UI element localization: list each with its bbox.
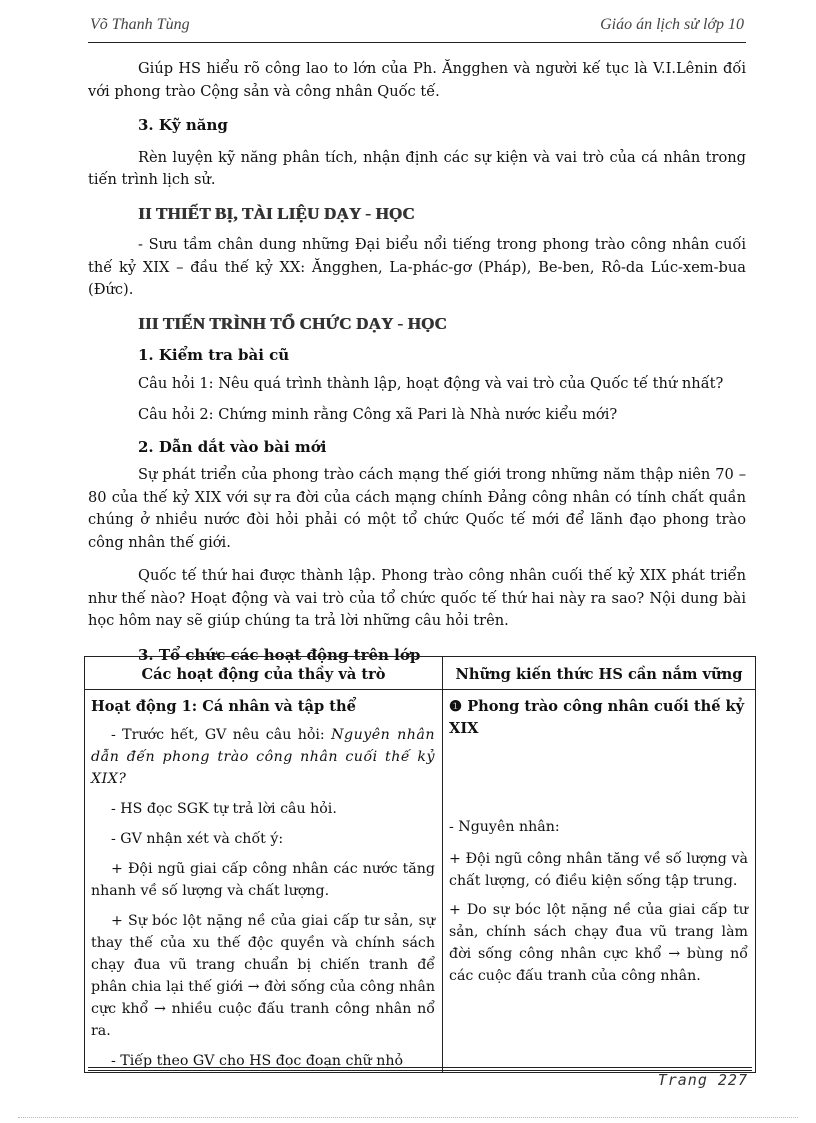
header-author: Võ Thanh Tùng xyxy=(90,16,190,33)
activity-item-question-text: Nguyên nhân dẫn đến phong trào công nhân cuối thế kỷ XIX? xyxy=(91,727,435,787)
lead-in-paragraph-1: Sự phát triển của phong trào cách mạng thế giới trong những năm thập niên 70 – 80 của thế kỷ XIX với sự ra đời của cách mạng chính Đảng công nhân có tính chất quần chúng ở nhiều nước đòi hỏi phải có một tổ chức Quốc tế mới để lãnh đạo phong trào công nhân thế giới. xyxy=(88,466,746,551)
process-section-heading: III TIẾN TRÌNH TỔ CHỨC DẠY - HỌC xyxy=(138,313,447,333)
review-question-1: Câu hỏi 1: Nêu quá trình thành lập, hoạt động và vai trò của Quốc tế thứ nhất? xyxy=(138,374,724,392)
page-edge-dots xyxy=(18,1117,798,1118)
activity-item-question-prefix: - Trước hết, GV nêu câu hỏi: xyxy=(111,727,332,743)
activity-item: + Sự bóc lột nặng nề của giai cấp tư sản, sự thay thế của xu thế độc quyền và chính sách chạy đua vũ trang chuẩn bị chiến tranh để phân chia lại thế giới → đời sống của công nhân cực khổ → nhiều cuộc đấu tranh công nhân nổ ra. xyxy=(91,913,435,1039)
header-document-title: Giáo án lịch sử lớp 10 xyxy=(600,16,744,33)
activity-item: - Tiếp theo GV cho HS đọc đoạn chữ nhỏ xyxy=(111,1053,404,1069)
lesson-activities-table xyxy=(84,656,756,1073)
skills-paragraph: Rèn luyện kỹ năng phân tích, nhận định các sự kiện và vai trò của cá nhân trong tiến trình lịch sử. xyxy=(88,148,746,188)
activity-item-question xyxy=(91,724,435,790)
column-header-activities: Các hoạt động của thầy và trò xyxy=(85,657,443,690)
numbered-bullet-icon: ❶ xyxy=(449,698,463,715)
page-body xyxy=(88,58,746,668)
page-header xyxy=(88,14,746,43)
footer-divider xyxy=(88,1067,752,1068)
knowledge-title-text: Phong trào công nhân cuối thế kỷ XIX xyxy=(449,698,745,737)
equipment-section-heading: II THIẾT BỊ, TÀI LIỆU DẠY - HỌC xyxy=(138,203,415,223)
lead-in-paragraph-2: Quốc tế thứ hai được thành lập. Phong trào công nhân cuối thế kỷ XIX phát triển như thế nào? Hoạt động và vai trò của tổ chức quốc tế thứ hai này ra sao? Nội dung bài học hôm nay sẽ giúp chúng ta trả lời những câu hỏi trên. xyxy=(88,567,746,629)
page-number: Trang 227 xyxy=(657,1071,748,1089)
activity-item: - HS đọc SGK tự trả lời câu hỏi. xyxy=(111,801,337,817)
objective-paragraph: Giúp HS hiểu rõ công lao to lớn của Ph. Ăngghen và người kế tục là V.I.Lênin đối với phong trào Cộng sản và công nhân Quốc tế. xyxy=(88,60,746,100)
knowledge-item: + Do sự bóc lột nặng nề của giai cấp tư sản, chính sách chạy đua vũ trang làm đời sống công nhân cực khổ → bùng nổ các cuộc đấu tranh của công nhân. xyxy=(449,902,748,984)
activity-title: Hoạt động 1: Cá nhân và tập thể xyxy=(91,698,356,715)
activity-item: - GV nhận xét và chốt ý: xyxy=(111,831,284,847)
skills-heading: 3. Kỹ năng xyxy=(138,116,228,134)
knowledge-title xyxy=(449,696,748,740)
table-row xyxy=(85,690,756,1073)
lead-in-heading: 2. Dẫn dắt vào bài mới xyxy=(138,437,327,456)
activity-item: + Đội ngũ giai cấp công nhân các nước tăng nhanh về số lượng và chất lượng. xyxy=(91,861,435,899)
equipment-paragraph: - Sưu tầm chân dung những Đại biểu nổi tiếng trong phong trào công nhân cuối thế kỷ XIX – đầu thế kỷ XX: Ăngghen, La-phác-gơ (Pháp), Be-ben, Rô-da Lúc-xem-bua (Đức). xyxy=(88,236,746,298)
knowledge-item: - Nguyên nhân: xyxy=(449,819,560,835)
knowledge-cell xyxy=(443,690,756,1073)
knowledge-item: + Đội ngũ công nhân tăng về số lượng và chất lượng, có điều kiện sống tập trung. xyxy=(449,851,748,889)
review-heading: 1. Kiểm tra bài cũ xyxy=(138,346,290,364)
column-header-knowledge: Những kiến thức HS cần nắm vững xyxy=(443,657,756,690)
review-question-2: Câu hỏi 2: Chứng minh rằng Công xã Pari là Nhà nước kiểu mới? xyxy=(138,406,618,423)
footer-divider xyxy=(88,1070,752,1071)
activities-heading: 3. Tổ chức các hoạt động trên lớp xyxy=(138,645,421,664)
table-header-row xyxy=(85,657,756,690)
activities-cell xyxy=(85,690,443,1073)
